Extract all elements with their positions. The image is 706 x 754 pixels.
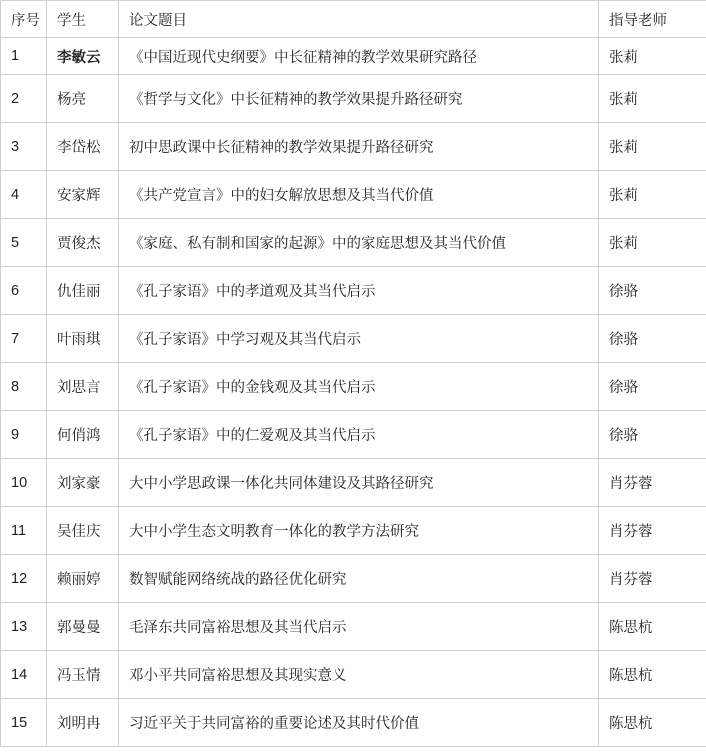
cell-student-name: [47, 38, 119, 75]
table-row: [1, 507, 706, 555]
cell-index: 15: [1, 699, 47, 747]
cell-index: 13: [1, 603, 47, 651]
cell-index: 7: [1, 315, 47, 363]
cell-advisor-name: 陈思杭: [599, 603, 706, 651]
cell-student-name: 安家辉: [47, 171, 119, 219]
cell-index: 9: [1, 411, 47, 459]
cell-index: 11: [1, 507, 47, 555]
cell-student-name: 贾俊杰: [47, 219, 119, 267]
cell-thesis-title: 《孔子家语》中学习观及其当代启示: [119, 315, 599, 363]
table-row: [1, 555, 706, 603]
cell-student-name: 吴佳庆: [47, 507, 119, 555]
cell-advisor-name: 张莉: [599, 171, 706, 219]
table-row: [1, 603, 706, 651]
table-row: [1, 219, 706, 267]
cell-student-name: 杨亮: [47, 75, 119, 123]
cell-advisor-name: 张莉: [599, 38, 706, 75]
table-row: [1, 75, 706, 123]
cell-advisor-name: 陈思杭: [599, 699, 706, 747]
cell-index: 14: [1, 651, 47, 699]
cell-advisor-name: 张莉: [599, 219, 706, 267]
cell-advisor-name: 徐骆: [599, 363, 706, 411]
cell-index: 6: [1, 267, 47, 315]
cell-student-name: 冯玉情: [47, 651, 119, 699]
table-header-row: [1, 1, 706, 38]
table-row: [1, 315, 706, 363]
cell-thesis-title: 《孔子家语》中的仁爱观及其当代启示: [119, 411, 599, 459]
cell-index: 5: [1, 219, 47, 267]
table-row: [1, 123, 706, 171]
cell-advisor-name: 陈思杭: [599, 651, 706, 699]
column-header-index: 序号: [1, 1, 47, 38]
cell-student-name: 赖丽婷: [47, 555, 119, 603]
cell-thesis-title: 《中国近现代史纲要》中长征精神的教学效果研究路径: [119, 38, 599, 75]
cell-student-name: 李岱松: [47, 123, 119, 171]
cell-thesis-title: 《家庭、私有制和国家的起源》中的家庭思想及其当代价值: [119, 219, 599, 267]
cell-advisor-name: 徐骆: [599, 267, 706, 315]
column-header-student: 学生: [47, 1, 119, 38]
cell-thesis-title: 毛泽东共同富裕思想及其当代启示: [119, 603, 599, 651]
table-header: [1, 1, 706, 38]
cell-index: 1: [1, 38, 47, 75]
cell-index: 10: [1, 459, 47, 507]
cell-thesis-title: 数智赋能网络统战的路径优化研究: [119, 555, 599, 603]
cell-advisor-name: 张莉: [599, 123, 706, 171]
cell-thesis-title: 《孔子家语》中的孝道观及其当代启示: [119, 267, 599, 315]
table-row: [1, 363, 706, 411]
cell-thesis-title: 大中小学生态文明教育一体化的教学方法研究: [119, 507, 599, 555]
column-header-advisor: 指导老师: [599, 1, 706, 38]
cell-thesis-title: 大中小学思政课一体化共同体建设及其路径研究: [119, 459, 599, 507]
cell-index: 8: [1, 363, 47, 411]
cell-index: 2: [1, 75, 47, 123]
table-row: [1, 459, 706, 507]
cell-thesis-title: 《共产党宣言》中的妇女解放思想及其当代价值: [119, 171, 599, 219]
table-row: [1, 171, 706, 219]
cell-thesis-title: 邓小平共同富裕思想及其现实意义: [119, 651, 599, 699]
cell-student-name: 刘家豪: [47, 459, 119, 507]
cell-advisor-name: 肖芬蓉: [599, 507, 706, 555]
cell-index: 3: [1, 123, 47, 171]
cell-thesis-title: 习近平关于共同富裕的重要论述及其时代价值: [119, 699, 599, 747]
cell-advisor-name: 徐骆: [599, 411, 706, 459]
student-name-emphasized: 李敏云: [57, 49, 101, 66]
cell-advisor-name: 张莉: [599, 75, 706, 123]
cell-student-name: 刘明冉: [47, 699, 119, 747]
cell-thesis-title: 《哲学与文化》中长征精神的教学效果提升路径研究: [119, 75, 599, 123]
cell-student-name: 何俏鸿: [47, 411, 119, 459]
cell-index: 12: [1, 555, 47, 603]
cell-student-name: 刘思言: [47, 363, 119, 411]
cell-index: 4: [1, 171, 47, 219]
table-row: [1, 699, 706, 747]
column-header-title: 论文题目: [119, 1, 599, 38]
cell-advisor-name: 肖芬蓉: [599, 555, 706, 603]
table-row: [1, 411, 706, 459]
cell-thesis-title: 《孔子家语》中的金钱观及其当代启示: [119, 363, 599, 411]
cell-advisor-name: 肖芬蓉: [599, 459, 706, 507]
cell-student-name: 郭曼曼: [47, 603, 119, 651]
table-row: [1, 38, 706, 75]
table-body: [1, 38, 706, 747]
table-row: [1, 651, 706, 699]
cell-advisor-name: 徐骆: [599, 315, 706, 363]
table-row: [1, 267, 706, 315]
cell-thesis-title: 初中思政课中长征精神的教学效果提升路径研究: [119, 123, 599, 171]
cell-student-name: 叶雨琪: [47, 315, 119, 363]
cell-student-name: 仇佳丽: [47, 267, 119, 315]
